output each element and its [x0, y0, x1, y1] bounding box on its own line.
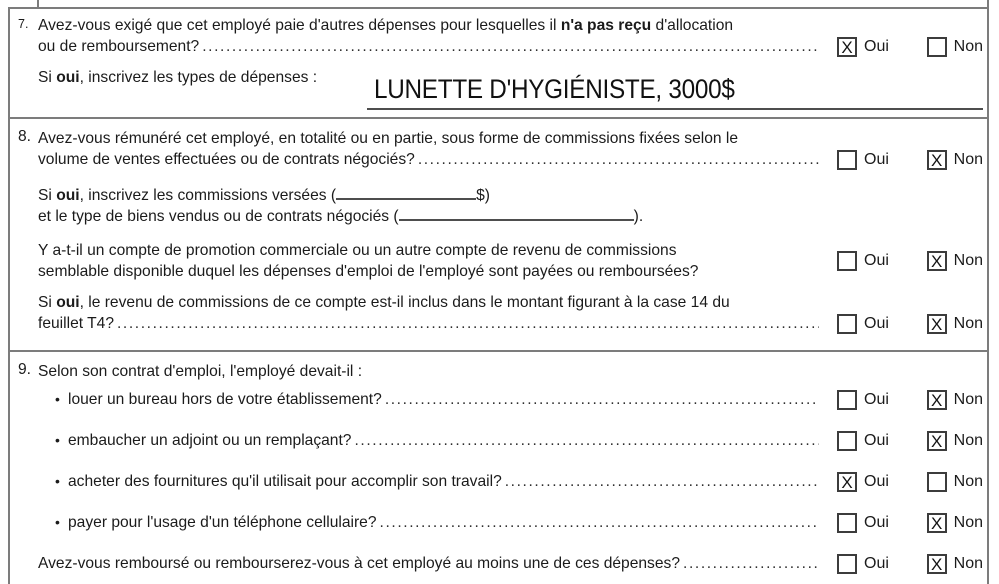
question-8-section: [8, 119, 987, 334]
bullet-icon: [55, 391, 68, 409]
bullet-icon: [55, 473, 68, 491]
case14-text-line2: feuillet T4?: [38, 315, 114, 332]
non-label: Non: [953, 315, 983, 332]
embaucher-answer-group: [837, 431, 983, 451]
non-label: Non: [953, 473, 983, 490]
non-label: Non: [953, 514, 983, 531]
bullet-icon: [55, 432, 68, 450]
acheter-answer-group: [837, 472, 983, 492]
question-7-section: [8, 9, 987, 110]
types-depenses-field[interactable]: [367, 62, 983, 110]
oui-label: Oui: [864, 151, 889, 168]
rembourse-answer-group: [837, 554, 983, 574]
oui-label: Oui: [864, 38, 889, 55]
louer-answer-group: [837, 390, 983, 410]
biens-vendus-field[interactable]: [399, 206, 634, 221]
bullet-text: embaucher un adjoint ou un remplaçant?: [68, 432, 352, 449]
dotted-leader: [380, 512, 819, 533]
q7-oui-checkbox[interactable]: X: [837, 37, 857, 57]
question-7-row: [38, 15, 983, 57]
oui-label: Oui: [864, 473, 889, 490]
bullet-row-embaucher-adjoint: [38, 430, 983, 451]
question-8-text-line2: volume de ventes effectuées ou de contrats négociés?: [38, 151, 415, 168]
q8-oui-checkbox[interactable]: [837, 150, 857, 170]
q8-promo-non-checkbox[interactable]: X: [927, 251, 947, 271]
bullet-text: louer un bureau hors de votre établissement?: [68, 391, 382, 408]
question-8-commissions-row: [38, 128, 983, 170]
q7-non-checkbox[interactable]: [927, 37, 947, 57]
q9-louer-non-checkbox[interactable]: X: [927, 390, 947, 410]
dotted-leader: [354, 430, 819, 451]
question-8-promo-row: [38, 240, 983, 282]
bullet-text: payer pour l'usage d'un téléphone cellulaire?: [68, 514, 377, 531]
dotted-leader: [202, 36, 819, 57]
question-8-number: 8.: [18, 128, 32, 145]
non-label: Non: [953, 391, 983, 408]
question-9-intro: Selon son contrat d'emploi, l'employé devait-il :: [38, 363, 363, 380]
commissions-amount-field[interactable]: [336, 185, 476, 200]
question-9-rembourse-row: [38, 553, 983, 574]
q9-embaucher-oui-checkbox[interactable]: [837, 431, 857, 451]
oui-label: Oui: [864, 432, 889, 449]
question-8-answer-group: [837, 150, 983, 170]
non-label: Non: [953, 38, 983, 55]
dotted-leader: [505, 471, 819, 492]
oui-label: Oui: [864, 252, 889, 269]
question-9-section: [8, 352, 987, 574]
rembourse-text: Avez-vous remboursé ou rembourserez-vous à cet employé au moins une de ces dépenses?: [38, 555, 681, 572]
promo-text-line2: semblable disponible duquel les dépenses d'emploi de l'employé sont payées ou remboursées?: [38, 263, 699, 280]
dotted-leader: [683, 553, 819, 574]
oui-label: Oui: [864, 315, 889, 332]
q9-acheter-oui-checkbox[interactable]: X: [837, 472, 857, 492]
promo-text-line1: Y a-t-il un compte de promotion commerciale ou un autre compte de revenu de commissions: [38, 242, 677, 259]
non-label: Non: [953, 555, 983, 572]
question-7-answer-group: [837, 37, 983, 57]
table-right-border: [987, 0, 989, 584]
question-9-number: 9.: [18, 361, 32, 378]
q9-telephone-non-checkbox[interactable]: X: [927, 513, 947, 533]
q9-rembourse-non-checkbox[interactable]: X: [927, 554, 947, 574]
q9-rembourse-oui-checkbox[interactable]: [837, 554, 857, 574]
non-label: Non: [953, 252, 983, 269]
commissions-versees-line: Si oui, inscrivez les commissions versées ( $): [38, 187, 490, 204]
dotted-leader: [117, 313, 819, 334]
dotted-leader: [385, 389, 819, 410]
bullet-row-acheter-fournitures: [38, 471, 983, 492]
q8-non-checkbox[interactable]: X: [927, 150, 947, 170]
question-7-number: 7.: [18, 17, 29, 31]
bullet-icon: [55, 514, 68, 532]
question-8-text-line1: Avez-vous rémunéré cet employé, en totalité ou en partie, sous forme de commissions fixées selon le: [38, 130, 739, 147]
telephone-answer-group: [837, 513, 983, 533]
non-label: Non: [953, 151, 983, 168]
biens-vendus-line: et le type de biens vendus ou de contrats négociés ( ).: [38, 208, 644, 225]
bullet-text: acheter des fournitures qu'il utilisait pour accomplir son travail?: [68, 473, 502, 490]
q9-embaucher-non-checkbox[interactable]: X: [927, 431, 947, 451]
q8-promo-oui-checkbox[interactable]: [837, 251, 857, 271]
promo-answer-group: [837, 251, 983, 271]
bullet-row-louer-bureau: [38, 389, 983, 410]
q9-telephone-oui-checkbox[interactable]: [837, 513, 857, 533]
types-depenses-value: LUNETTE D'HYGIÉNISTE, 3000$: [374, 74, 735, 104]
question-7-text-line2: ou de remboursement?: [38, 38, 200, 55]
oui-label: Oui: [864, 555, 889, 572]
oui-label: Oui: [864, 391, 889, 408]
question-8-case14-row: [38, 292, 983, 334]
case14-answer-group: [837, 314, 983, 334]
q9-acheter-non-checkbox[interactable]: [927, 472, 947, 492]
question-7-text-line1: Avez-vous exigé que cet employé paie d'autres dépenses pour lesquelles il n'a pas reçu d'allocation: [38, 17, 734, 34]
oui-label: Oui: [864, 514, 889, 531]
q8-case14-oui-checkbox[interactable]: [837, 314, 857, 334]
q8-case14-non-checkbox[interactable]: X: [927, 314, 947, 334]
bullet-row-telephone-cellulaire: [38, 512, 983, 533]
si-oui-depenses-label: Si oui, inscrivez les types de dépenses :: [38, 69, 318, 86]
non-label: Non: [953, 432, 983, 449]
dotted-leader: [418, 149, 819, 170]
si-oui-commissions-block: [38, 185, 983, 227]
case14-text-line1: Si oui, le revenu de commissions de ce compte est-il inclus dans le montant figurant à la case 14 du: [38, 294, 730, 311]
q9-louer-oui-checkbox[interactable]: [837, 390, 857, 410]
